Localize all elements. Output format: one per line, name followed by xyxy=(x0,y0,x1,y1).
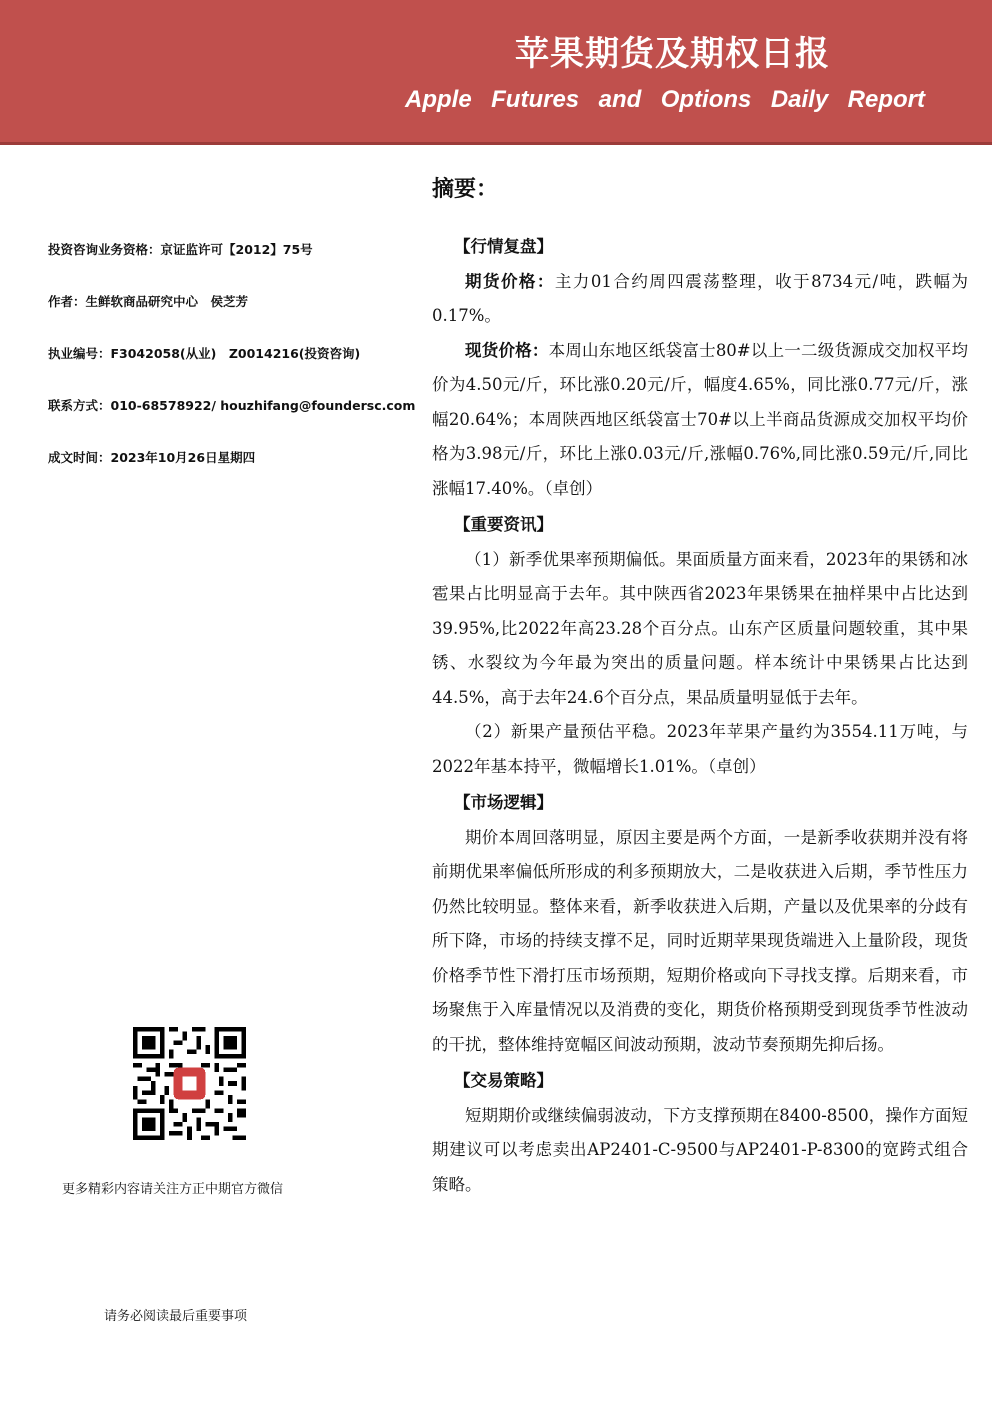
title-en-word: Daily xyxy=(770,86,829,113)
futures-price-text: 主力01合约周四震荡整理，收于8734元/吨，跌幅为0.17%。 xyxy=(432,271,969,325)
futures-price-paragraph xyxy=(432,265,968,334)
section-heading-logic: 【市场逻辑】 xyxy=(454,793,553,812)
date-text: 成文时间：2023年10月26日星期四 xyxy=(48,450,256,465)
report-header xyxy=(0,0,992,145)
spot-price-paragraph xyxy=(432,334,968,507)
futures-price-label: 期货价格： xyxy=(465,271,555,291)
important-notice: 请务必阅读最后重要事项 xyxy=(104,1309,248,1324)
author-info xyxy=(48,240,418,500)
spot-price-text: 本周山东地区纸袋富士80#以上一二级货源成交加权平均价为4.50元/斤，环比涨0.20元/斤，幅度4.65%，同比涨0.77元/斤，涨幅20.64%；本周陕西地区纸袋富士70#以上半商品货源成交加权平均价格为3.98元/斤，环比上涨0.03元/斤,涨幅0.76%,同比涨0.59元/斤,同比涨幅17.40%。（卓创） xyxy=(432,340,968,498)
summary-title: 摘要： xyxy=(432,177,499,202)
logic-paragraph: 期价本周回落明显，原因主要是两个方面，一是新季收获期并没有将前期优果率偏低所形成的利多预期放大，二是收获进入后期，季节性压力仍然比较明显。整体来看，新季收获进入后期，产量以及优果率的分歧有所下降，市场的持续支撑不足，同时近期苹果现货端进入上量阶段，现货价格季节性下滑打压市场预期，短期价格或向下寻找支撑。后期来看，市场聚焦于入库量情况以及消费的变化，期货价格预期受到现货季节性波动的干扰，整体维持宽幅区间波动预期，波动节奏预期先抑后扬。 xyxy=(432,827,968,1054)
title-en-word: Options xyxy=(660,86,752,113)
section-heading-market-review: 【行情复盘】 xyxy=(454,237,553,256)
contact-text: 联系方式：010-68578922/ houzhifang@foundersc.com xyxy=(48,398,416,413)
qualification-text: 投资咨询业务资格：京证监许可【2012】75号 xyxy=(48,242,313,257)
strategy-paragraph: 短期期价或继续偏弱波动，下方支撑预期在8400-8500，操作方面短期建议可以考虑卖出AP2401-C-9500与AP2401-P-8300的宽跨式组合策略。 xyxy=(432,1105,968,1194)
section-heading-strategy: 【交易策略】 xyxy=(454,1071,553,1090)
title-en-word: Futures xyxy=(491,86,580,113)
qr-caption: 更多精彩内容请关注方正中期官方微信 xyxy=(62,1182,284,1197)
author-text: 作者：生鲜软商品研究中心 侯芝芳 xyxy=(48,294,249,309)
title-en-word: Apple xyxy=(405,86,472,113)
report-title-cn: 苹果期货及期权日报 xyxy=(515,34,830,74)
license-text: 执业编号：F3042058(从业) Z0014216(投资咨询) xyxy=(48,346,361,361)
news-paragraph: （2）新果产量预估平稳。2023年苹果产量约为3554.11万吨，与2022年基本持平，微幅增长1.01%。（卓创） xyxy=(432,722,968,776)
qr-code-icon xyxy=(133,1027,246,1140)
spot-price-label: 现货价格： xyxy=(465,340,549,360)
report-title-en xyxy=(405,86,925,114)
summary-content xyxy=(432,228,968,1202)
section-heading-news: 【重要资讯】 xyxy=(454,515,553,534)
title-en-word: and xyxy=(598,86,642,113)
news-paragraph: （1）新季优果率预期偏低。果面质量方面来看，2023年的果锈和冰雹果占比明显高于去年。其中陕西省2023年果锈果在抽样果中占比达到39.95%,比2022年高23.28个百分点。山东产区质量问题较重，其中果锈、水裂纹为今年最为突出的质量问题。样本统计中果锈果占比达到44.5%，高于去年24.6个百分点，果品质量明显低于去年。 xyxy=(432,549,968,707)
title-en-word: Report xyxy=(847,86,925,113)
